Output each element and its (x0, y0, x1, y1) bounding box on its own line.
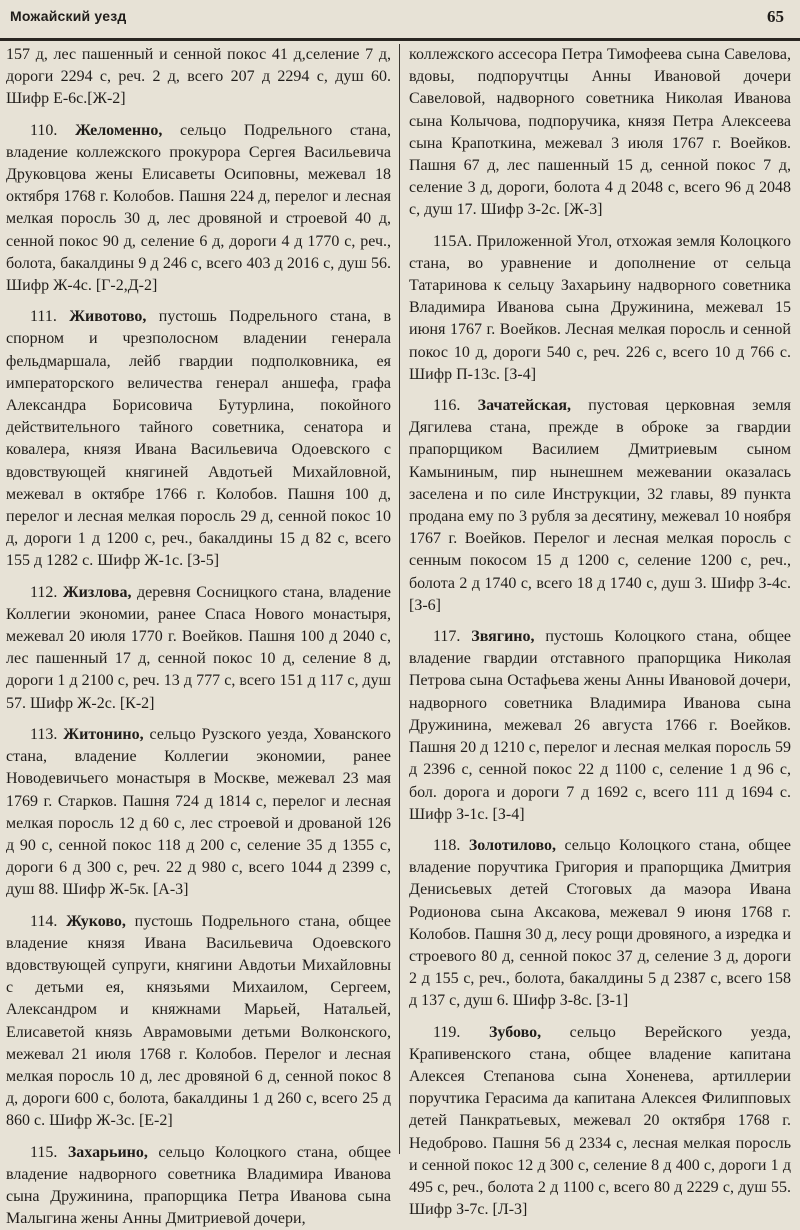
entry (6, 44, 391, 111)
entry (6, 911, 391, 1133)
right-column (409, 44, 792, 1219)
entry-place-name: Желоменно, (75, 121, 163, 139)
entry (409, 626, 791, 826)
entry-text: пустошь Колоцкого стана, общее владение гвардии отставного прапорщика Николая Петрова сына Остафьева жены Анны Ивановой дочери, надворного советника Владимира Иванова сына Дружинина, межевал 26 августа 1766 г. Воейков. Пашня 20 д 1210 с, перелог и лесная мелкая поросль 59 д 2396 с, сенной покос 22 д 1100 с, селение 1 д 96 с, бол. дорога и дороги 7 д 1692 с, всего 111 д 1694 с. Шифр З-1с. [З-4] (409, 628, 792, 823)
header-title: Можайский уезд (10, 8, 127, 24)
entry (6, 1142, 391, 1230)
entry (6, 724, 391, 902)
entry-number: 112. (30, 583, 58, 601)
entry-text: сельцо Рузского уезда, Хованского стана, владение Коллегии экономии, ранее Новодевичьего монастыря в Москве, межевал 23 мая 1769 г. Старков. Пашня 724 д 1814 с, перелог и лесная мелкая поросль 12 д 60 с, лес строевой и дрованой 126 д 90 с, сенной покос 118 д 200 с, селение 35 д 1355 с, дороги 6 д 300 с, реч. 22 д 980 с, всего 1044 д 2399 с, душ 88. Шифр Ж-5к. [А-3] (6, 725, 392, 899)
page-number: 65 (767, 7, 784, 26)
entry-number: 111. (30, 308, 57, 326)
entry-place-name: Золотилово, (468, 836, 557, 854)
entry-text: сельцо Подрельного стана, владение коллежского прокурора Сергея Васильевича Друковцова жены Елисаветы Осиповны, межевал 18 октября 1768 г. Колобов. Пашня 224 д, перелог и лесная мелкая поросль 30 д, лес дровяной и строевой 40 д, сенной покос 90 д, селение 6 д, дороги 4 д 1770 с, реч., болота, бакалдины 9 д 246 с, всего 403 д 2016 с, душ 56. Шифр Ж-4с. [Г-2,Д-2] (6, 121, 392, 295)
entry (409, 835, 791, 1013)
entry-number: 113. (30, 725, 58, 743)
entry (409, 1022, 791, 1222)
entry-text: 157 д, лес пашенный и сенной покос 41 д,селение 7 д, дороги 2294 с, реч. 2 д, всего 207 д 2294 с, душ 60. Шифр Е-6с.[Ж-2] (6, 46, 391, 108)
entry-place-name: Звягино, (471, 628, 535, 646)
entry-place-name: Зубово, (488, 1023, 542, 1041)
entry (409, 231, 791, 386)
entry-text: деревня Сосницкого стана, владение Коллегии экономии, ранее Спаса Нового монастыря, межевал 20 июля 1770 г. Воейков. Пашня 100 д 2040 с, лес пашенный 17 д, сенной покос 10 д, селение 8 д, дороги 1 д 2100 с, реч. 13 д 777 с, всего 151 д 117 с, душ 57. Шифр Ж-2с. [К-2] (6, 583, 392, 712)
entry-number: 115А. (433, 232, 472, 250)
entry-text: коллежского ассесора Петра Тимофеева сына Савелова, вдовы, подпоручтцы Анны Ивановой дочери Савеловой, надворного советника Николая Иванова сына Колычова, подпоручика, князя Петра Алексеева сына Крапоткина, межевал 3 июля 1767 г. Воейков. Пашня 67 д, лес пашенный 15 д, сенной покос 7 д, селение 3 д, дороги, болота 4 д 2048 с, всего 96 д 2048 с, душ 17. Шифр З-2с. [Ж-3] (409, 46, 791, 219)
entry-text: Приложенной Угол, отхожая земля Колоцкого стана, во уравнение и дополнение от сельца Татаринова к сельцу Захарьину надворного советника Владимира Иванова сына Дружинина, межевал 15 июня 1767 г. Воейков. Лесная мелкая поросль и сенной покос 10 д, дороги 540 с, реч. 226 с, всего 10 д 766 с. Шифр П-13с. [З-4] (409, 232, 791, 383)
entry-text: сельцо Колоцкого стана, общее владение надворного советника Владимира Иванова сына Дружинина, прапорщика Петра Иванова сына Малыгина жены Анны Дмитриевой дочери, (6, 1143, 391, 1228)
entry-place-name: Зачатейская, (477, 397, 571, 415)
entry-place-name: Животово, (69, 308, 147, 326)
entry-place-name: Жизлова, (62, 583, 132, 601)
running-header (0, 0, 800, 41)
entry-place-name: Жуково, (66, 912, 126, 930)
entry-number: 115. (30, 1143, 58, 1161)
entry-number: 119. (433, 1023, 461, 1041)
entry-text: сельцо Колоцкого стана, общее владение поручтика Григория и прапорщика Дмитрия Денисьевых детей Стоговых да маэора Ивана Родионова сына Аксакова, межевал 9 июня 1768 г. Колобов. Пашня 30 д, лесу рощи дровяного, а изредка и строевого 80 д, сенной покос 37 д, селение 3 д, дороги 2 д 155 с, реч., болота, бакалдины 5 д 2387 с, всего 158 д 137 с, душ 6. Шифр З-8с. [З-1] (409, 836, 791, 1010)
entry-number: 114. (30, 912, 58, 930)
left-column (6, 44, 392, 1228)
entry-text: пустовая церковная земля Дягилева стана, прежде в оброке за гвардии прапорщиком Василием Дмитриевым сыном Камыниным, пир нынешнем межевании оказалась заселена и по силе Инструкции, 32 главы, 89 пункта продана ему по 3 рубля за десятину, межевал 10 ноября 1767 г. Воейков. Перелог и лесная мелкая поросль с сенным покосом 15 д 1200 с, селение 1200 с, реч., болота 2 д 1740 с, всего 18 д 1740 с, душ 3. Шифр З-4с. [З-6] (409, 397, 792, 614)
entry (6, 306, 391, 572)
entry-text: сельцо Верейского уезда, Крапивенского стана, общее владение капитана Алексея Степанова сына Хоненева, артиллерии поручтика Герасима да капитана Алексея Филипповых детей Панкратьевых, межевал 20 октября 1768 г. Недоброво. Пашня 56 д 2334 с, лесная мелкая поросль и сенной покос 12 д 300 с, селение 8 д 400 с, дороги 1 д 495 с, реч., болота 2 д 1100 с, всего 80 д 2229 с, душ 55. Шифр З-7с. [Л-3] (409, 1023, 792, 1219)
entry (6, 582, 391, 715)
entry-text: пустошь Подрельного стана, в спорном и чрезполосном владении генерала фельдмаршала, лейб гвардии подполковника, ея императорского величества генерал аншефа, графа Александра Борисовича Бутурлина, покойного действительного тайного советника, сенатора и ковалера, князя Ивана Васильевича Одоевского с вдовствующей княгиней Авдотьей Михайловной, межевал в октябре 1766 г. Колобов. Пашня 100 д, перелог и лесная мелкая поросль 29 д, сенной покос 10 д, дороги 1 д 1200 с, реч., бакалдины 15 д 82 с, всего 155 д 1282 с. Шифр Ж-1с. [З-5] (6, 308, 391, 570)
entry-place-name: Житонино, (63, 725, 144, 743)
column-divider (399, 44, 400, 1154)
entry (6, 120, 391, 298)
entry (409, 395, 791, 617)
entry (409, 44, 791, 222)
entry-text: пустошь Подрельного стана, общее владение князя Ивана Васильевича Одоевского вдовствующей супруги, княгини Авдотьи Михайловны с детьми ея, князьями Михаилом, Сергеем, Александром и княжнами Марьей, Натальей, Елисаветой князь Аврамовыми детьми Волконского, межевал 21 июля 1768 г. Колобов. Перелог и лесная мелкая поросль 10 д, лес дровяной 6 д, сенной покос 8 д, дороги 600 с, болота, бакалдины 1 д 260 с, всего 25 д 860 с. Шифр Ж-3с. [Е-2] (6, 912, 392, 1130)
entry-place-name: Захарьино, (67, 1143, 148, 1161)
entry-number: 117. (433, 628, 461, 646)
entry-number: 118. (433, 836, 461, 854)
entry-number: 116. (433, 397, 461, 415)
entry-number: 110. (30, 121, 58, 139)
